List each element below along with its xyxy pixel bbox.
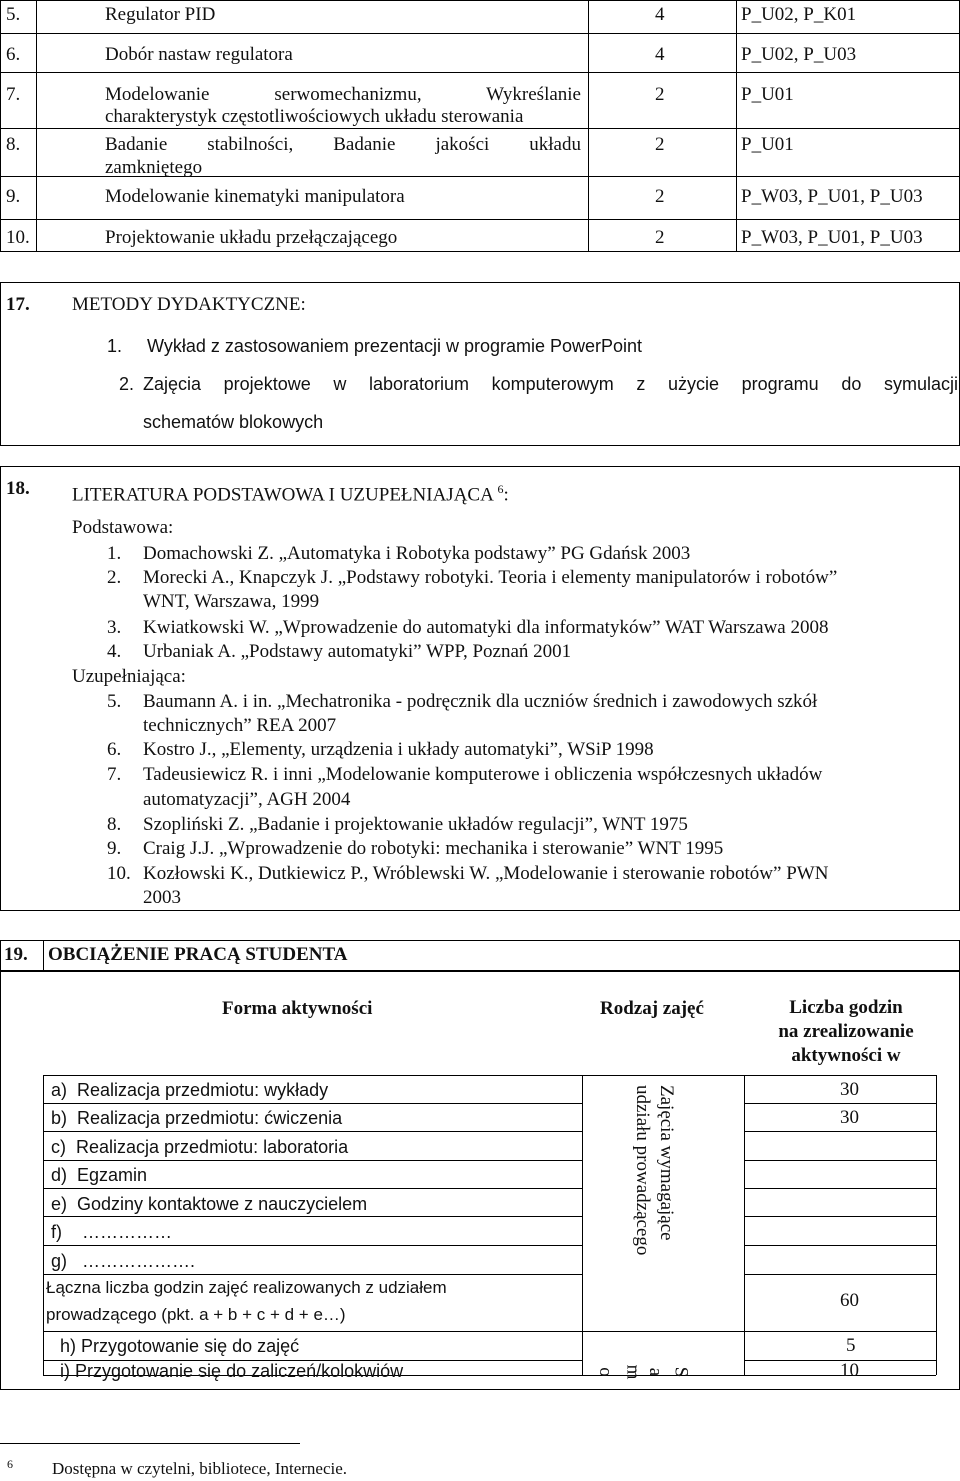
ref-num: 9. (107, 838, 122, 859)
vertical-label-contact-line1: Zajęcia wymagające (656, 1085, 677, 1241)
ref-text-line2: automatyzacji”, AGH 2004 (143, 789, 351, 810)
method-text: Wykład z zastosowaniem prezentacji w programie PowerPoint (147, 336, 643, 356)
topic-title: Regulator PID (105, 4, 216, 25)
vertical-label-self-o: o (594, 1367, 616, 1377)
ref-text-line2: 2003 (143, 887, 181, 908)
topics-table (0, 0, 960, 252)
ref-num: 6. (107, 739, 122, 760)
section-number: 17. (6, 294, 30, 315)
workload-row-label: b) Realizacja przedmiotu: ćwiczenia (51, 1108, 343, 1128)
topic-num: 8. (6, 134, 21, 155)
literature-section (0, 466, 960, 911)
workload-row-label: e) Godziny kontaktowe z nauczycielem (51, 1194, 368, 1214)
ref-num: 4. (107, 641, 122, 662)
section-heading: METODY DYDAKTYCZNE: (72, 294, 306, 315)
workload-section (0, 940, 960, 1390)
topic-hours: 4 (655, 4, 665, 25)
workload-self-label: h) Przygotowanie się do zajęć (60, 1336, 300, 1356)
ref-text: Baumann A. i in. „Mechatronika - podręcznik dla uczniów średnich i zawodowych szkół (143, 691, 818, 712)
vertical-label-self-a: a (645, 1367, 667, 1377)
footnote-mark: 6 (7, 1457, 13, 1471)
topic-hours: 2 (655, 134, 665, 155)
col-header-activity: Forma aktywności (222, 998, 373, 1019)
topic-effects: P_W03, P_U01, P_U03 (741, 186, 923, 207)
vertical-label-contact (630, 1085, 678, 1325)
ref-text: Morecki A., Knapczyk J. „Podstawy robotyki. Teoria i elementy manipulatorów i robotów” (143, 567, 838, 588)
topic-title-line1: Badanie stabilności, Badanie jakości układu (105, 134, 581, 155)
col-header-hours-line3: aktywności w (791, 1045, 901, 1066)
footnote-separator (0, 1443, 300, 1444)
ref-text: Tadeusiewicz R. i inni „Modelowanie komputerowe i obliczenia współczesnych układów (143, 764, 823, 785)
topic-hours: 2 (655, 84, 665, 105)
topic-effects: P_U02, P_K01 (741, 4, 857, 25)
topic-hours: 2 (655, 186, 665, 207)
workload-row-hours: 30 (840, 1079, 859, 1100)
vertical-label-contact-line2: udziału prowadzącego (632, 1085, 653, 1256)
topic-effects: P_U01 (741, 134, 794, 155)
topic-effects: P_U02, P_U03 (741, 44, 857, 65)
vertical-label-self-s: S (670, 1366, 692, 1378)
method-text-line2: schematów blokowych (143, 412, 324, 432)
topic-title-line2: zamkniętego (105, 157, 203, 178)
ref-num: 8. (107, 814, 122, 835)
topic-title-line2: charakterystyk częstotliwościowych układu sterowania (105, 106, 524, 127)
ref-num: 2. (107, 567, 122, 588)
ref-num: 5. (107, 691, 122, 712)
workload-self-hours: 10 (840, 1360, 859, 1381)
ref-num: 3. (107, 617, 122, 638)
workload-row-label: c) Realizacja przedmiotu: laboratoria (51, 1137, 349, 1157)
topic-num: 6. (6, 44, 21, 65)
topic-title-line1: Modelowanie serwomechanizmu, Wykreślanie (105, 84, 581, 105)
topic-effects: P_U01 (741, 84, 794, 105)
topic-effects: P_W03, P_U01, P_U03 (741, 227, 923, 248)
ref-text: Szopliński Z. „Badanie i projektowanie układów regulacji”, WNT 1975 (143, 814, 688, 835)
ref-text: Kozłowski K., Dutkiewicz P., Wróblewski W. „Modelowanie i sterowanie robotów” PWN (143, 863, 829, 884)
section-number: 19. (4, 944, 28, 965)
section-heading: OBCIĄŻENIE PRACĄ STUDENTA (48, 944, 348, 965)
col-header-hours-line2: na zrealizowanie (778, 1021, 914, 1042)
ref-text: Domachowski Z. „Automatyka i Robotyka podstawy” PG Gdańsk 2003 (143, 543, 691, 564)
method-num: 2. (119, 374, 135, 394)
basic-label: Podstawowa: (72, 517, 174, 538)
workload-row-hours: 30 (840, 1107, 859, 1128)
heading-suffix: : (503, 484, 509, 506)
ref-num: 10. (107, 863, 131, 884)
topic-title: Projektowanie układu przełączającego (105, 227, 398, 248)
topic-title: Modelowanie kinematyki manipulatora (105, 186, 405, 207)
workload-total-hours: 60 (840, 1290, 859, 1311)
col-header-hours (756, 996, 936, 1068)
supp-label: Uzupełniająca: (72, 666, 186, 687)
topic-num: 10. (6, 227, 30, 248)
vertical-label-self-m: m (622, 1364, 644, 1380)
footnote-text: Dostępna w czytelni, bibliotece, Internecie. (52, 1459, 348, 1478)
method-text-line1: Zajęcia projektowe w laboratorium komputerowym z użycie programu do symulacji (143, 374, 958, 394)
topic-num: 9. (6, 186, 21, 207)
workload-row-label: g) ………………. (51, 1251, 196, 1271)
ref-text-line2: technicznych” REA 2007 (143, 715, 337, 736)
ref-num: 1. (107, 543, 122, 564)
ref-num: 7. (107, 764, 122, 785)
section-heading (72, 478, 509, 506)
section-heading-text: LITERATURA PODSTAWOWA I UZUPEŁNIAJĄCA (72, 484, 493, 506)
topic-hours: 2 (655, 227, 665, 248)
ref-text: Urbaniak A. „Podstawy automatyki” WPP, Poznań 2001 (143, 641, 572, 662)
ref-text: Kwiatkowski W. „Wprowadzenie do automatyki dla informatyków” WAT Warszawa 2008 (143, 617, 829, 638)
workload-self-hours: 5 (846, 1335, 856, 1356)
ref-text: Kostro J., „Elementy, urządzenia i układy automatyki”, WSiP 1998 (143, 739, 654, 760)
methods-section (0, 282, 960, 446)
topic-num: 7. (6, 84, 21, 105)
col-header-class-type: Rodzaj zajęć (600, 998, 704, 1019)
col-header-hours-line1: Liczba godzin (789, 997, 903, 1018)
workload-row-label: a) Realizacja przedmiotu: wykłady (51, 1080, 329, 1100)
workload-total-label-line1: Łączna liczba godzin zajęć realizowanych z udziałem (46, 1278, 447, 1297)
workload-row-label: d) Egzamin (51, 1165, 148, 1185)
ref-text-line2: WNT, Warszawa, 1999 (143, 591, 320, 612)
topic-title: Dobór nastaw regulatora (105, 44, 293, 65)
section-number: 18. (6, 478, 30, 499)
method-num: 1. (107, 336, 123, 356)
topic-hours: 4 (655, 44, 665, 65)
topic-num: 5. (6, 4, 21, 25)
footnote-mark: 6 (497, 482, 504, 496)
workload-total-label-line2: prowadzącego (pkt. a + b + c + d + e…) (46, 1305, 346, 1324)
ref-text: Craig J.J. „Wprowadzenie do robotyki: mechanika i sterowanie” WNT 1995 (143, 838, 724, 859)
workload-row-label: f) …………… (51, 1222, 172, 1242)
workload-self-label: i) Przygotowanie się do zaliczeń/kolokwiów (60, 1361, 404, 1381)
